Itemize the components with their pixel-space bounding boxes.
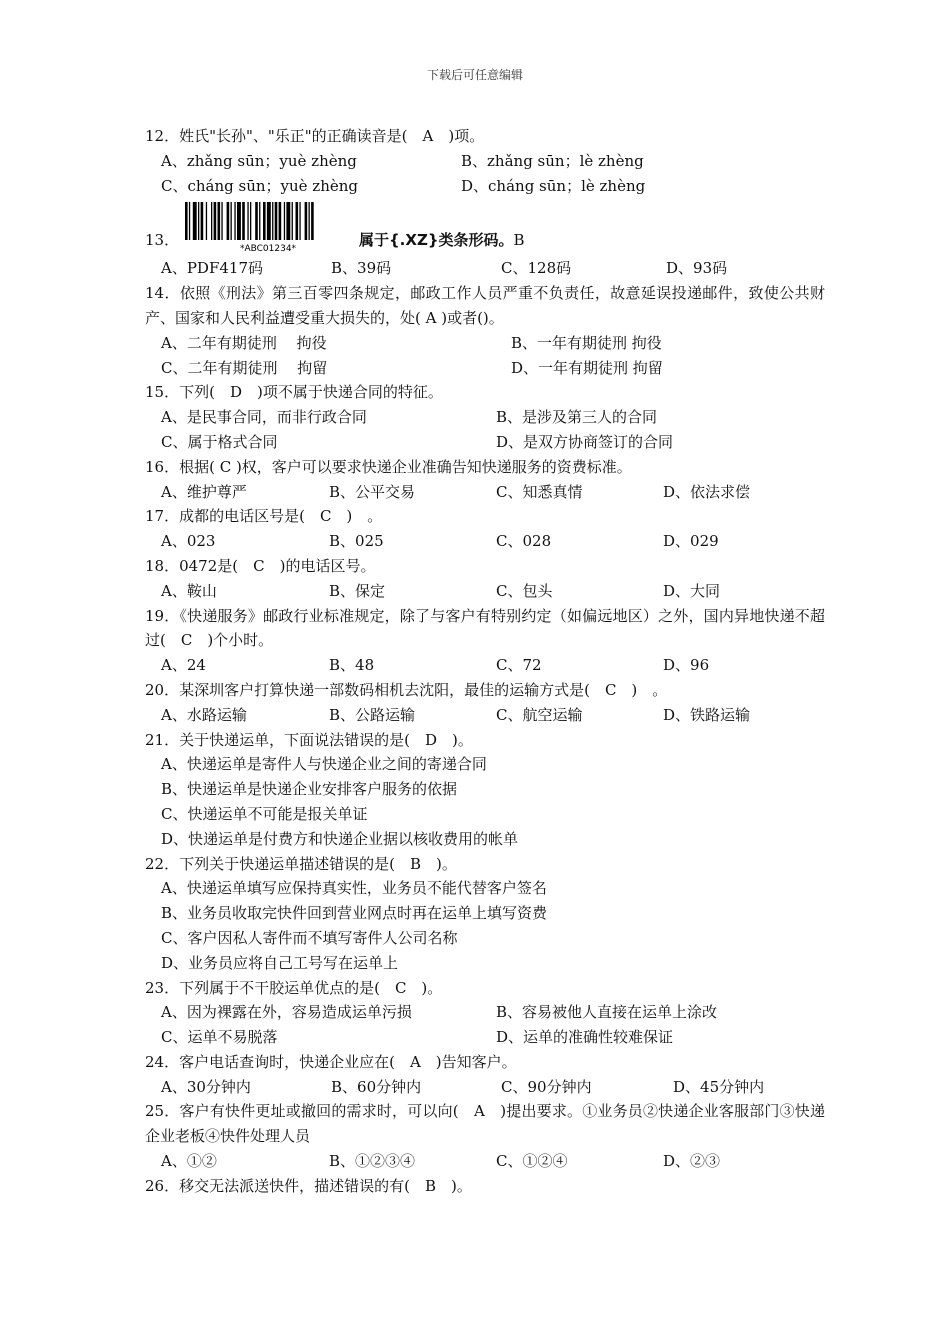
option-text: D、快递运单是付费方和快递企业据以核收费用的帐单 [161, 829, 519, 848]
option-row [145, 703, 825, 728]
option-d: D、依法求偿 [663, 482, 751, 501]
option-b: B、48 [329, 656, 375, 675]
question-stem: 14．依照《刑法》第三百零四条规定，邮政工作人员严重不负责任，故意延误投递邮件，致使公共财产、国家和人民利益遭受重大损失的，处( A )或者()。 [145, 284, 825, 327]
option-d: D、②③ [663, 1152, 721, 1171]
option-c: C、属于格式合同 [161, 432, 278, 451]
question-stem: 24．客户电话查询时，快递企业应在( A )告知客户。 [145, 1052, 517, 1071]
option-row [145, 1149, 825, 1174]
question-stem: 23．下列属于不干胶运单优点的是( C )。 [145, 978, 443, 997]
page-header: 下载后可任意编辑 [426, 68, 523, 82]
question-13-stem-text: 属于{.XZ}类条形码。 [359, 230, 514, 249]
question-stem: 15．下列( D )项不属于快递合同的特征。 [145, 383, 443, 402]
option-a: A、维护尊严 [161, 482, 247, 501]
option-row [145, 356, 825, 381]
option-row [145, 430, 825, 455]
option-c: C、二年有期徒刑 拘留 [161, 358, 328, 377]
option-b: B、zhǎng sūn；lè zhèng [461, 151, 644, 170]
option-row [145, 405, 825, 430]
option-a: A、①② [161, 1152, 217, 1171]
option-c [145, 802, 825, 827]
option-d: D、铁路运输 [663, 705, 751, 724]
option-a: A、水路运输 [161, 705, 247, 724]
question-list [145, 124, 825, 1199]
option-b: B、保定 [329, 581, 386, 600]
option-c: C、028 [496, 532, 552, 551]
option-a: A、30分钟内 [161, 1077, 251, 1096]
option-a: A、zhǎng sūn；yuè zhèng [161, 151, 357, 170]
option-row [145, 653, 825, 678]
option-row [145, 480, 825, 505]
option-d [145, 827, 825, 852]
question-stem: 17．成都的电话区号是( C ) 。 [145, 507, 383, 526]
option-d: D、大同 [663, 581, 721, 600]
option-b: B、60分钟内 [331, 1077, 422, 1096]
question-stem: 20．某深圳客户打算快递一部数码相机去沈阳，最佳的运输方式是( C ) 。 [145, 680, 668, 699]
option-d: D、一年有期徒刑 拘留 [511, 358, 663, 377]
option-row [145, 174, 825, 199]
option-c: C、72 [496, 656, 542, 675]
option-b: B、容易被他人直接在运单上涂改 [496, 1003, 718, 1022]
question-13-text [359, 228, 525, 253]
option-text: C、客户因私人寄件而不填写寄件人公司名称 [161, 928, 458, 947]
option-d: D、cháng sūn；lè zhèng [461, 176, 646, 195]
option-d: D、029 [663, 532, 719, 551]
option-a: A、鞍山 [161, 581, 217, 600]
barcode-text: *ABC01234* [239, 244, 297, 255]
option-text: A、快递运单是寄件人与快递企业之间的寄递合同 [161, 755, 487, 774]
option-d: D、45分钟内 [673, 1077, 765, 1096]
question-stem: 26．移交无法派送快件，描述错误的有( B )。 [145, 1176, 472, 1195]
question-stem: 19．《快递服务》邮政行业标准规定，除了与客户有特别约定（如偏远地区）之外，国内异地快递不超过( C )个小时。 [145, 606, 825, 650]
option-b: B、公平交易 [329, 482, 416, 501]
question-stem: 22．下列关于快递运单描述错误的是( B )。 [145, 854, 457, 873]
option-text: B、业务员收取完快件回到营业网点时再在运单上填写资费 [161, 904, 548, 923]
option-d: D、93码 [666, 259, 728, 278]
question-number: 13． [145, 230, 180, 249]
option-a: A、因为裸露在外，容易造成运单污损 [161, 1003, 412, 1022]
question-stem: 12．姓氏"长孙"、"乐正"的正确读音是( A )项。 [145, 127, 485, 145]
option-d: D、是双方协商签订的合同 [496, 432, 674, 451]
question-stem: 21．关于快递运单，下面说法错误的是( D )。 [145, 730, 473, 749]
barcode-image [179, 200, 357, 254]
option-d [145, 951, 825, 976]
option-c: C、包头 [496, 581, 553, 600]
option-c: C、90分钟内 [501, 1077, 592, 1096]
option-text: C、快递运单不可能是报关单证 [161, 804, 368, 823]
option-b [145, 901, 825, 926]
option-b: B、39码 [331, 259, 392, 278]
option-c: C、128码 [501, 259, 572, 278]
option-a: A、023 [161, 532, 216, 551]
option-b: B、025 [329, 532, 384, 551]
option-c: C、①②④ [496, 1152, 568, 1171]
option-d: D、96 [663, 656, 710, 675]
option-b [145, 777, 825, 802]
question-stem: 16．根据( C )权，客户可以要求快递企业准确告知快递服务的资费标准。 [145, 457, 632, 476]
option-a: A、是民事合同，而非行政合同 [161, 408, 367, 427]
option-a: A、24 [161, 656, 206, 675]
option-c: C、航空运输 [496, 705, 583, 724]
option-a [145, 752, 825, 777]
option-row [145, 1025, 825, 1050]
option-row [145, 256, 825, 281]
option-row [145, 1000, 825, 1025]
option-row [145, 149, 825, 174]
option-c: C、运单不易脱落 [161, 1028, 278, 1047]
option-a [145, 876, 825, 901]
option-row [145, 1075, 825, 1100]
question-13-stem [145, 198, 825, 256]
question-13-answer: B [513, 230, 525, 249]
option-row [145, 529, 825, 554]
question-stem: 18．0472是( C )的电话区号。 [145, 556, 376, 575]
option-d: D、运单的准确性较难保证 [496, 1028, 674, 1047]
option-b: B、公路运输 [329, 705, 416, 724]
option-text: A、快递运单填写应保持真实性，业务员不能代替客户签名 [161, 879, 547, 898]
option-c: C、cháng sūn；yuè zhèng [161, 176, 359, 195]
question-stem: 25．客户有快件更址或撤回的需求时，可以向( A )提出要求。①业务员②快递企业客服部门③快递企业老板④快件处理人员 [145, 1102, 825, 1146]
option-c [145, 926, 825, 951]
option-a: A、PDF417码 [161, 259, 263, 278]
option-row [145, 579, 825, 604]
option-c: C、知悉真情 [496, 482, 583, 501]
option-text: D、业务员应将自己工号写在运单上 [161, 953, 399, 972]
option-row [145, 331, 825, 356]
option-b: B、①②③④ [329, 1152, 416, 1171]
option-text: B、快递运单是快递企业安排客户服务的依据 [161, 780, 458, 799]
option-a: A、二年有期徒刑 拘役 [161, 333, 327, 352]
option-b: B、是涉及第三人的合同 [496, 408, 658, 427]
option-b: B、一年有期徒刑 拘役 [511, 333, 662, 352]
